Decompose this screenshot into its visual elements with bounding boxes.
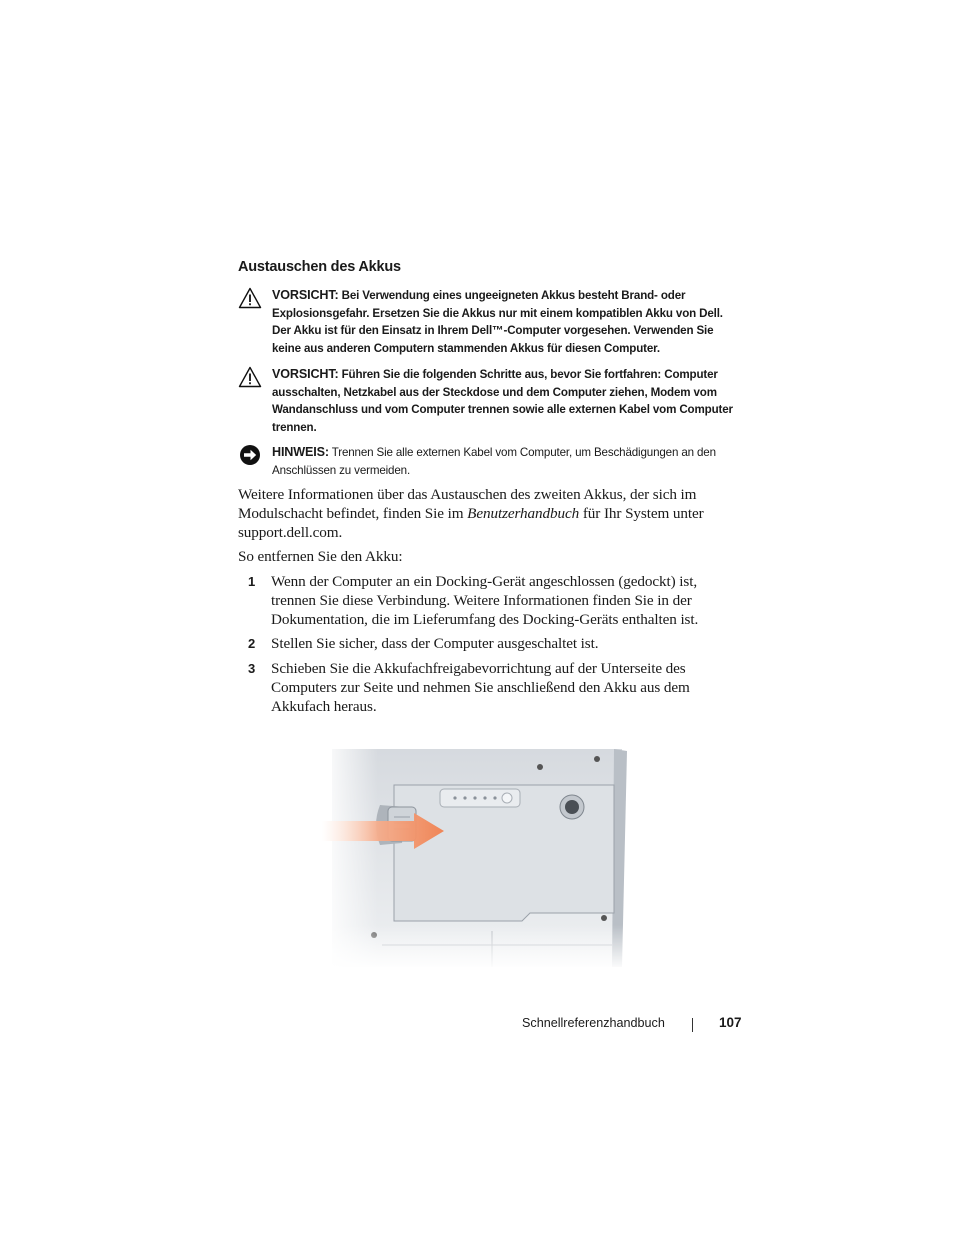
caution-text: Bei Verwendung eines ungeeigneten Akkus besteht Brand- oder Explosionsgefahr. Ersetzen Sie die Akkus nur mit einem kompatiblen Akku von Dell. Der Akku ist für den Einsatz in Ihrem Dell™-Computer vorgesehen. Verwenden Sie keine aus anderen Computern stammenden Akkus für diesen Computer. [272,289,723,355]
caution-block-2 [238,366,738,436]
warning-triangle-icon [238,287,262,309]
caution-label: VORSICHT: [272,288,339,302]
footer-title: Schnellreferenzhandbuch [522,1016,665,1030]
step-text: Schieben Sie die Akkufachfreigabevorrichtung auf der Unterseite des Computers zur Seite und nehmen Sie anschließend den Akku aus dem Akkufach heraus. [271,660,690,715]
footer-divider [692,1018,693,1032]
notice-label: HINWEIS: [272,445,329,459]
section-heading: Austauschen des Akkus [238,259,401,275]
intro-text: für Ihr System unter [579,505,704,522]
step-number: 2 [248,636,256,651]
notice-arrow-icon [238,444,262,466]
notice-text: Trennen Sie alle externen Kabel vom Computer, um Beschädigungen an den Anschlüssen zu vermeiden. [272,446,716,477]
notice-block [238,444,738,479]
lead-text: So entfernen Sie den Akku: [238,548,403,565]
warning-triangle-icon [238,366,262,388]
step-number: 1 [248,574,256,589]
step-text: Stellen Sie sicher, dass der Computer ausgeschaltet ist. [271,635,599,652]
step-text: Wenn der Computer an ein Docking-Gerät angeschlossen (gedockt) ist, trennen Sie diese Verbindung. Weitere Informationen finden Sie in der Dokumentation, die im Lieferumfang des Docking-Geräts enthalten ist. [271,573,699,628]
step-number: 3 [248,661,256,676]
intro-paragraph [238,485,738,542]
intro-text: Weitere Informationen über das Austauschen des zweiten Akkus, der sich im Modulschacht befindet, finden Sie im [238,486,697,522]
step-1 [238,572,738,629]
step-2 [238,634,738,653]
page-number: 107 [719,1015,742,1030]
caution-text: Führen Sie die folgenden Schritte aus, bevor Sie fortfahren: Computer ausschalten, Netzkabel aus der Steckdose und dem Computer ziehen, Modem vom Wandanschluss und vom Computer trennen sowie alle externen Kabel vom Computer trennen. [272,368,733,434]
manual-title: Benutzerhandbuch [467,505,580,522]
caution-block-1 [238,287,738,357]
intro-text: . [338,524,343,541]
support-link[interactable]: support.dell.com [238,524,339,541]
battery-removal-illustration [322,745,632,970]
caution-label: VORSICHT: [272,367,339,381]
step-3 [238,659,738,716]
